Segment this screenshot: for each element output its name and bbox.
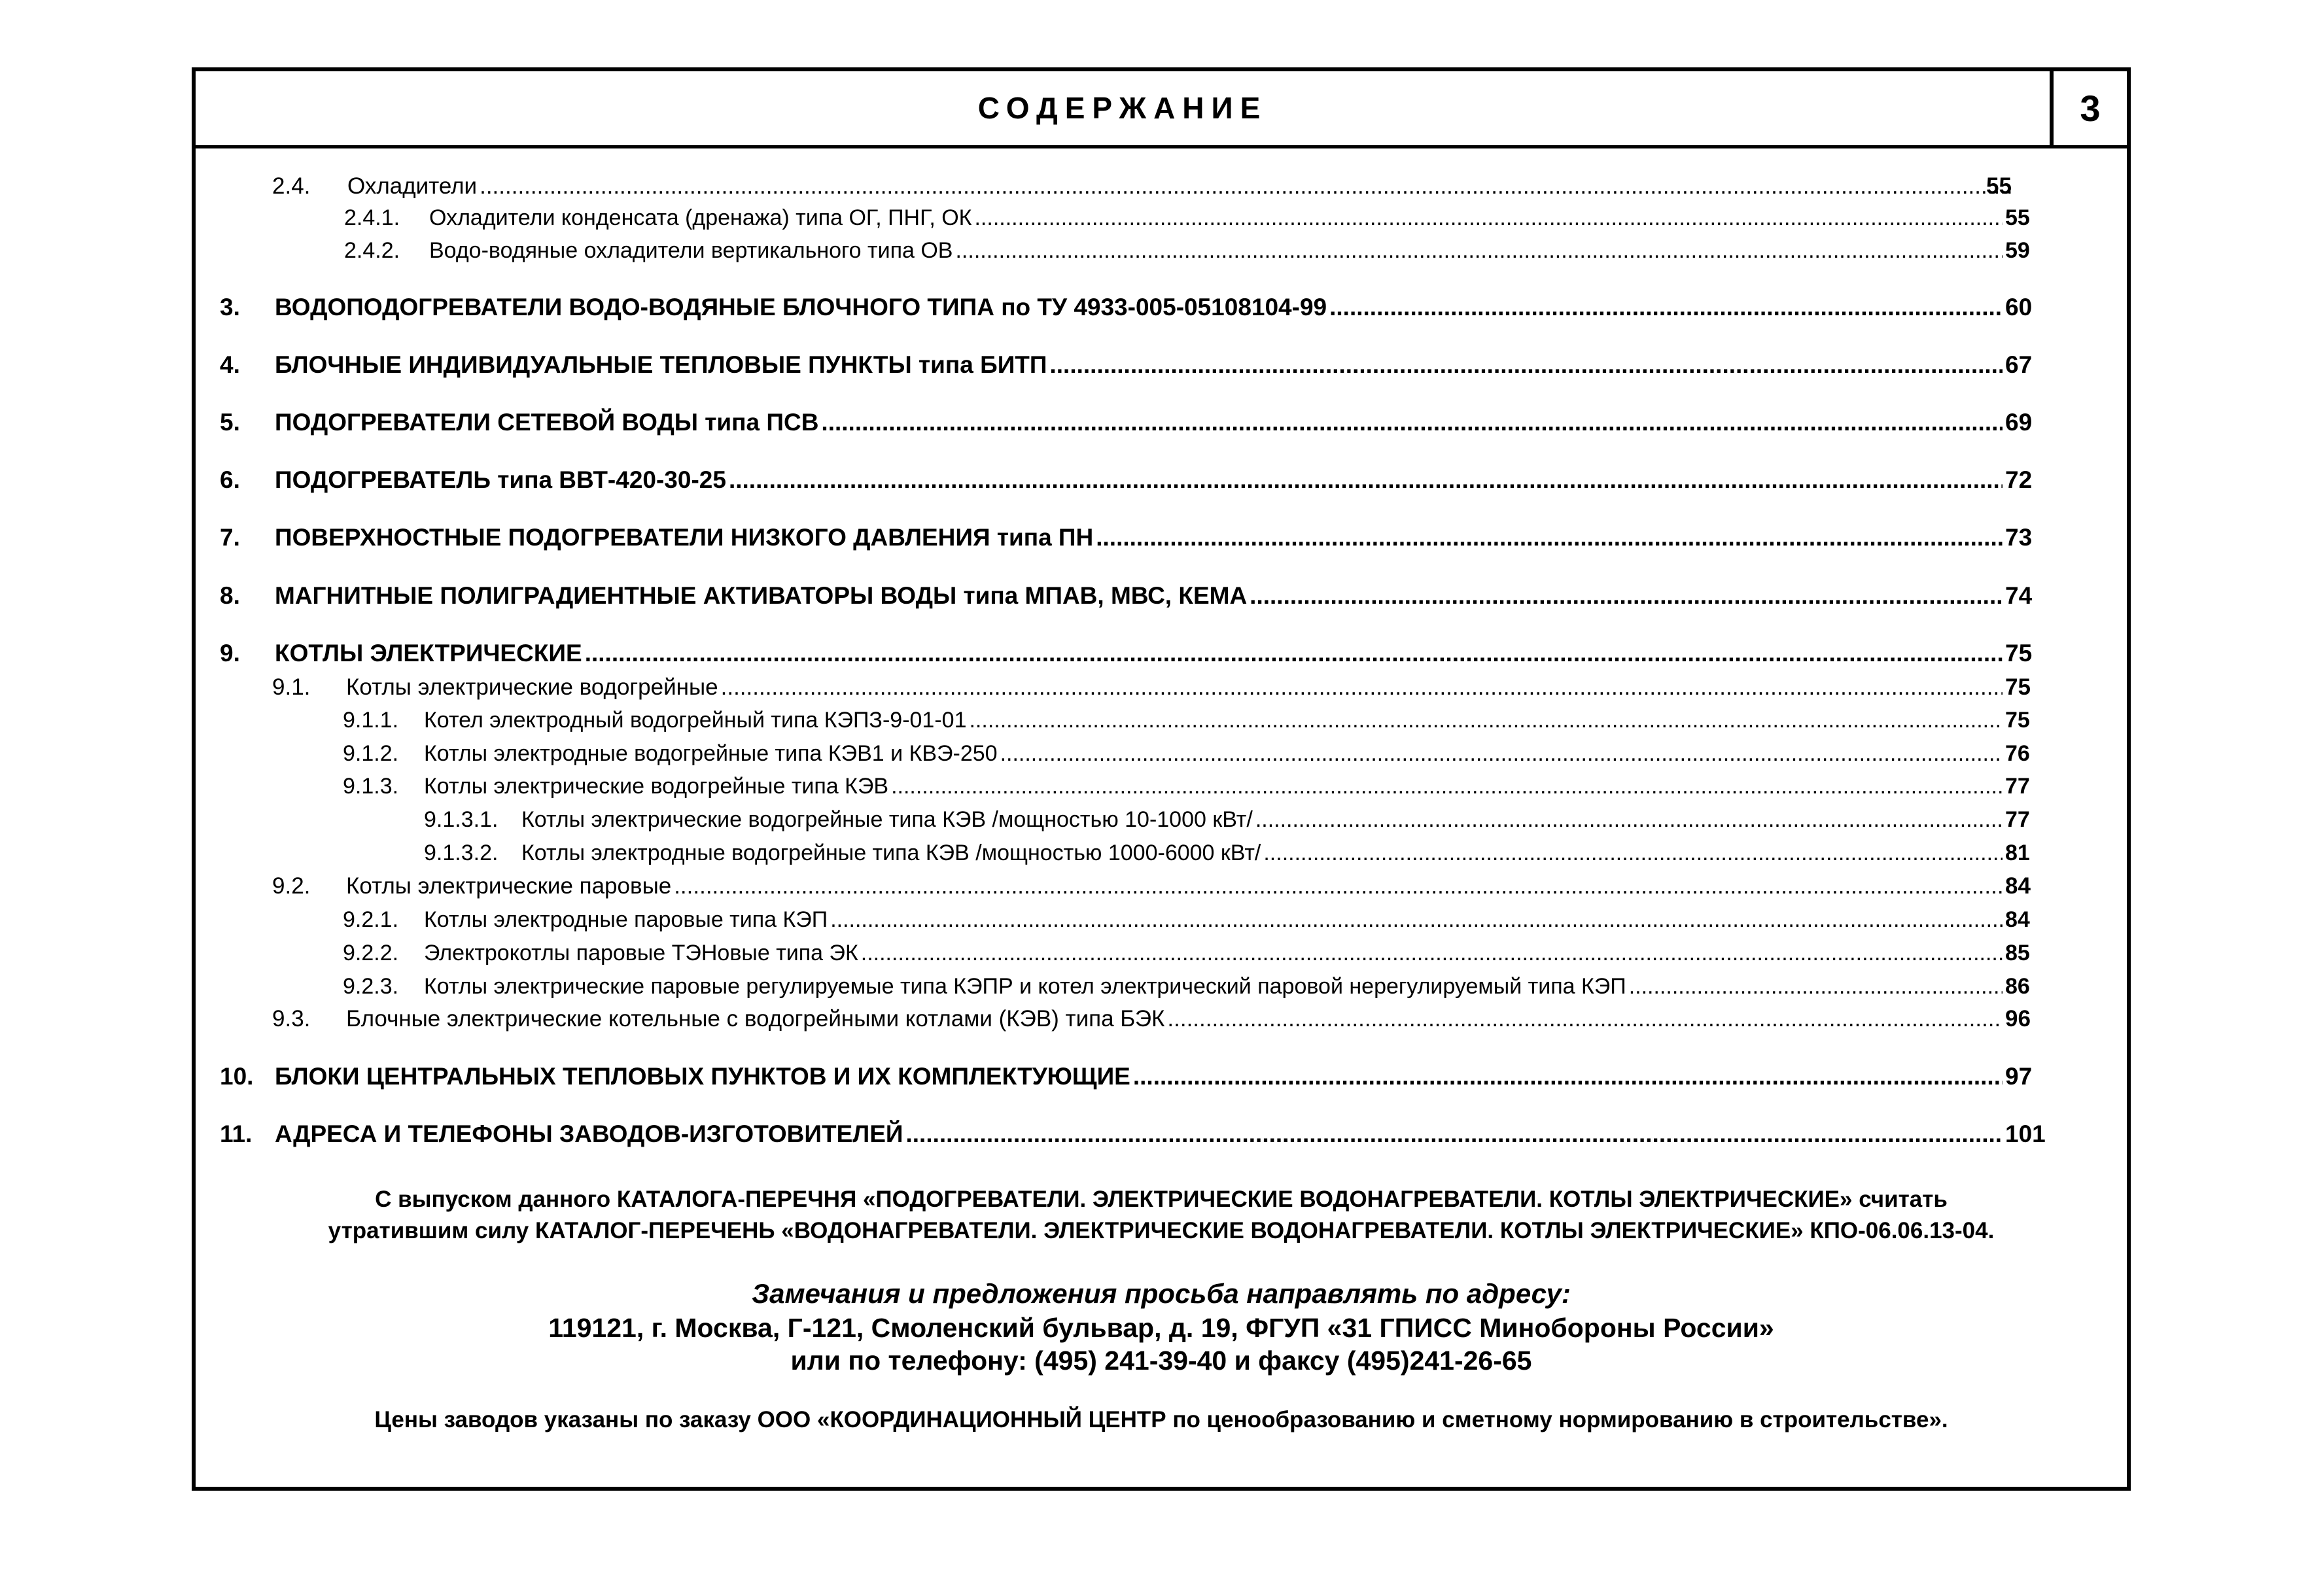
toc-page: 86 [2005,974,2030,999]
toc-row [220,468,2051,492]
replacement-note-line2: утратившим силу КАТАЛОГ-ПЕРЕЧЕНЬ «ВОДОНАГРЕВАТЕЛИ. ЭЛЕКТРИЧЕСКИЕ ВОДОНАГРЕВАТЕЛИ. КОТЛЫ ЭЛЕКТРИЧЕСКИЕ» КПО-06.06.13-04. [328,1218,1995,1243]
toc-row [220,410,2051,434]
header [196,71,2127,148]
toc-page: 60 [2005,294,2033,321]
toc-number: 8. [220,582,240,609]
toc-number: 7. [220,524,240,551]
toc-page: 67 [2005,351,2033,378]
leader-dots [585,641,2003,665]
toc-page: 75 [2005,640,2033,667]
toc-number: 5. [220,409,240,436]
toc-row [272,875,2051,897]
toc-row [272,1007,2051,1030]
leader-dots [905,1122,2003,1146]
toc-number: 9.1.3. [343,774,399,799]
toc-page: 76 [2005,741,2030,766]
toc-text: Электрокотлы паровые ТЭНовые типа ЭК [424,941,858,965]
toc-number: 9.1.3.2. [424,841,499,865]
leader-dots [955,239,2003,262]
toc-text: КОТЛЫ ЭЛЕКТРИЧЕСКИЕ [275,640,582,667]
toc-number: 11. [220,1120,253,1147]
leader-dots [830,909,2003,931]
toc-text: МАГНИТНЫЕ ПОЛИГРАДИЕНТНЫЕ АКТИВАТОРЫ ВОДЫ типа МПАВ, МВС, КЕМА [275,582,1248,609]
toc-number: 2.4.1. [344,205,400,230]
leader-dots [1250,583,2003,608]
toc-page: 59 [2005,238,2030,263]
toc-number: 9.1. [272,674,311,700]
toc-number: 9.3. [272,1006,311,1032]
toc-text: Котлы электрические паровые регулируемые типа КЭПР и котел электрический паровой нерегулируемый типа КЭП [424,974,1626,999]
toc-text: Котел электродный водогрейный типа КЭПЗ-9-01-01 [424,708,967,733]
toc-page: 75 [2005,674,2031,700]
leader-dots [1167,1007,2003,1030]
leader-dots [861,942,2003,964]
toc-row [343,975,2051,998]
leader-dots [721,676,2003,699]
toc-text: БЛОЧНЫЕ ИНДИВИДУАЛЬНЫЕ ТЕПЛОВЫЕ ПУНКТЫ типа БИТП [275,351,1047,378]
page-number: 3 [2050,71,2127,145]
toc-page: 81 [2005,841,2030,865]
toc-text: Котлы электродные водогрейные типа КЭВ /мощностью 1000-6000 кВт/ [521,841,1261,865]
toc-page: 55 [1986,173,2012,199]
toc-page: 84 [2005,873,2031,899]
toc-text: ПОДОГРЕВАТЕЛЬ типа ВВТ-420-30-25 [275,466,726,493]
toc-page: 85 [2005,941,2030,965]
leader-dots [969,709,2003,731]
toc-page: 84 [2005,907,2030,932]
leader-dots [1629,975,2003,998]
toc-text: Котлы электродные водогрейные типа КЭВ1 и КВЭ-250 [424,741,998,766]
leader-dots [891,775,2003,797]
toc-text: ПОДОГРЕВАТЕЛИ СЕТЕВОЙ ВОДЫ типа ПСВ [275,409,819,436]
toc-number: 10. [220,1063,254,1090]
toc-row [220,1064,2051,1088]
toc-number: 9.1.1. [343,708,399,733]
page-title: СОДЕРЖАНИЕ [977,91,1268,125]
leader-dots [729,468,2003,492]
contact-heading: Замечания и предложения просьба направлять по адресу: [752,1278,1571,1309]
toc-row [343,709,2051,731]
toc-page: 74 [2005,582,2033,609]
leader-dots [674,875,2003,897]
toc-row [220,353,2051,377]
toc-number: 9.2.2. [343,941,399,965]
replacement-note-line1: С выпуском данного КАТАЛОГА-ПЕРЕЧНЯ «ПОДОГРЕВАТЕЛИ. ЭЛЕКТРИЧЕСКИЕ ВОДОНАГРЕВАТЕЛИ. КОТЛЫ ЭЛЕКТРИЧЕСКИЕ» считать [375,1187,1948,1212]
toc-row [344,239,2051,262]
toc-text: Котлы электродные паровые типа КЭП [424,907,828,932]
toc-number: 9.2.1. [343,907,399,932]
document-frame [192,67,2131,1491]
toc-page: 77 [2005,807,2030,832]
toc-number: 3. [220,294,240,321]
toc-text: Котлы электрические водогрейные типа КЭВ /мощностью 10-1000 кВт/ [521,807,1253,832]
toc-page: 69 [2005,409,2033,436]
toc-number: 9.2.3. [343,974,399,999]
toc-text: Водо-водяные охладители вертикального типа ОВ [429,238,953,263]
toc-row [220,641,2051,665]
toc-page: 77 [2005,774,2030,799]
toc-text: ВОДОПОДОГРЕВАТЕЛИ ВОДО-ВОДЯНЫЕ БЛОЧНОГО ТИПА по ТУ 4933-005-05108104-99 [275,294,1327,321]
leader-dots [1049,353,2003,377]
toc-row [424,808,2051,831]
toc-page: 97 [2005,1063,2033,1090]
toc-text: Котлы электрические водогрейные типа КЭВ [424,774,889,799]
toc-number: 9.2. [272,873,311,899]
toc-page: 73 [2005,524,2033,551]
toc-text: Охладители конденсата (дренажа) типа ОГ, ПНГ, ОК [429,205,972,230]
toc-number: 9.1.3.1. [424,807,499,832]
leader-dots [1263,842,2003,864]
toc-row [272,676,2051,699]
toc-row [220,295,2051,319]
toc-row [272,175,2016,198]
contact-phone: или по телефону: (495) 241-39-40 и факсу (495)241-26-65 [790,1345,1532,1376]
toc-row [424,842,2051,864]
contact-address: 119121, г. Москва, Г-121, Смоленский бульвар, д. 19, ФГУП «31 ГПИСС Минобороны России» [548,1313,1774,1343]
leader-dots [1000,742,2003,765]
toc-text: Охладители [347,173,478,199]
toc-page: 75 [2005,708,2030,733]
toc-page: 55 [2005,205,2030,230]
leader-dots [1133,1064,2003,1088]
toc-page-row [1986,175,2032,198]
toc-number: 2.4.2. [344,238,400,263]
toc-number: 9. [220,640,240,667]
toc-row [343,742,2051,765]
leader-dots [1096,525,2003,549]
toc-text: Котлы электрические водогрейные [346,674,718,700]
toc-row [220,1122,2051,1146]
leader-dots [821,410,2003,434]
toc-page: 96 [2005,1006,2031,1032]
toc-number: 9.1.2. [343,741,399,766]
toc-row [344,207,2051,229]
toc-text: Блочные электрические котельные с водогрейными котлами (КЭВ) типа БЭК [346,1006,1165,1032]
prices-note: Цены заводов указаны по заказу ООО «КООРДИНАЦИОННЫЙ ЦЕНТР по ценообразованию и сметному нормированию в строительстве». [374,1407,1948,1432]
toc-row [220,525,2051,549]
toc-number: 4. [220,351,240,378]
leader-dots [1329,295,2003,319]
toc-text: Котлы электрические паровые [346,873,672,899]
leader-dots [480,175,2013,198]
toc-row [343,775,2051,797]
toc-row [343,909,2051,931]
toc-text: АДРЕСА И ТЕЛЕФОНЫ ЗАВОДОВ-ИЗГОТОВИТЕЛЕЙ [275,1120,903,1147]
toc-row [343,942,2051,964]
leader-dots [974,207,2003,229]
toc-page: 72 [2005,466,2033,493]
toc-text: БЛОКИ ЦЕНТРАЛЬНЫХ ТЕПЛОВЫХ ПУНКТОВ И ИХ КОМПЛЕКТУЮЩИЕ [275,1063,1130,1090]
toc-page: 101 [2005,1120,2046,1147]
toc-text: ПОВЕРХНОСТНЫЕ ПОДОГРЕВАТЕЛИ НИЗКОГО ДАВЛЕНИЯ типа ПН [275,524,1094,551]
toc-number: 6. [220,466,240,493]
leader-dots [1255,808,2003,831]
toc-row [220,583,2051,608]
toc-number: 2.4. [272,173,311,199]
